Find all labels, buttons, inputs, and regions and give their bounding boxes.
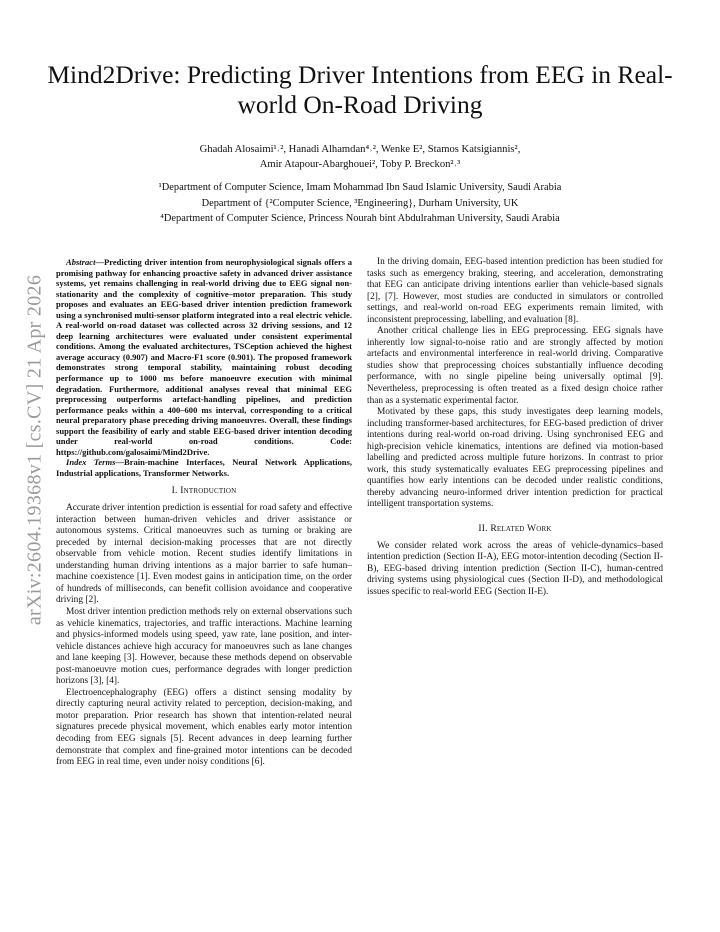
intro-paragraph-1: Accurate driver intention prediction is essential for road safety and effective interaction between human-driven vehicles and driver assistance or autonomous systems. Critical manoeuvres such as turning or braking are preceded by internal decision-making processes that are not directly observable from vehicle motion. Recent studies identify limitations in understanding human driving intentions as a major barrier to safe human–machine coexistence [1]. Even modest gains in anticipation time, on the order of hundreds of milliseconds, can benefit collision avoidance and cooperative driving [2]. (56, 503, 352, 606)
intro-paragraph-5: Another critical challenge lies in EEG preprocessing. EEG signals have inherently low signal-to-noise ratio and are strongly affected by motion artefacts and environmental interference in real-world driving. Comparative studies show that preprocessing choices substantially influence decoding performance, with no single pipeline being universally optimal [9]. Nevertheless, preprocessing is often treated as a fixed design choice rather than as a systematic experimental factor. (367, 326, 663, 406)
paper-title: Mind2Drive: Predicting Driver Intentions from EEG in Real-world On-Road Driving (47, 60, 673, 119)
affiliation-2: Department of {²Computer Science, ³Engineering}, Durham University, UK (201, 197, 519, 209)
section-heading-introduction: I. Introduction (171, 485, 237, 497)
affiliation-3: ⁴Department of Computer Science, Princess Nourah bint Abdulrahman University, Saudi Arabia (160, 213, 560, 224)
index-terms-text: Brain-machine Interfaces, Neural Network Applications, Industrial applications, Transformer Networks. (56, 457, 352, 478)
right-column (367, 257, 663, 598)
related-work-paragraph-1: We consider related work across the areas of vehicle-dynamics–based intention prediction (Section II-A), EEG motor-intention decoding (Section II-B), EEG-based driving intention prediction (Section II-C), human-centred driving systems using physiological cues (Section II-D), and methodological issues specific to real-world EEG (Section II-E). (367, 540, 663, 597)
index-terms (56, 457, 352, 478)
author-list (40, 142, 680, 172)
index-terms-label: Index Terms— (66, 457, 124, 468)
section-heading-related-work: II. Related Work (478, 523, 552, 535)
affiliations (40, 180, 680, 227)
authors-line-2: Amir Atapour-Abarghouei², Toby P. Breckon²˒³ (259, 159, 461, 170)
left-column (56, 257, 352, 769)
arxiv-stamp (20, 260, 50, 640)
intro-paragraph-2: Most driver intention prediction methods rely on external observations such as vehicle kinematics, trajectories, and traffic interactions. Machine learning and physics-informed models using speed, yaw rate, lane position, and inter-vehicle distances achieve high accuracy for manoeuvres such as lane changes and lane keeping [3]. However, because these methods depend on observable post-manoeuvre motion cues, performance degrades with longer prediction horizons [3], [4]. (56, 606, 352, 687)
abstract-text: Predicting driver intention from neurophysiological signals offers a promising pathway for enhancing proactive safety in advanced driver assistance systems, yet remains challenging in real-world driving due to EEG signal non-stationarity and the complexity of cognitive–motor preparation. This study proposes and evaluates an EEG-based driver intention prediction framework using a synchronised multi-sensor platform integrated into a real electric vehicle. A real-world on-road dataset was collected across 32 driving sessions, and 12 deep learning architectures were evaluated under consistent experimental conditions. Among the evaluated architectures, TSCeption achieved the highest average accuracy (0.907) and Macro-F1 score (0.901). The proposed framework demonstrates strong temporal stability, maintaining robust decoding performance up to 1000 ms before manoeuvre execution with minimal degradation. Furthermore, additional analyses reveal that minimal EEG preprocessing outperforms artefact-handling pipelines, and prediction performance peaks within a 400–600 ms interval, corresponding to a critical neural preparatory phase preceding driving manoeuvres. Overall, these findings support the feasibility of early and stable EEG-based driver intention decoding under real-world on-road conditions. Code: https://github.com/galosaimi/Mind2Drive. (56, 257, 352, 457)
abstract (56, 257, 352, 457)
intro-paragraph-3: Electroencephalography (EEG) offers a distinct sensing modality by directly capturing neural activity related to perception, decision-making, and motor preparation. Prior research has shown that intention-related neural signatures precede physical movement, which enables early motor intention decoding from EEG signals [5]. Recent advances in deep learning further demonstrate that complex and fine-grained motor intentions can be decoded from EEG in real time, even under noisy conditions [6]. (56, 687, 352, 768)
intro-paragraph-4: In the driving domain, EEG-based intention prediction has been studied for tasks such as emergency braking, steering, and acceleration, demonstrating that EEG can anticipate driving intentions earlier than vehicle-based signals [2], [7]. However, most studies are conducted in simulators or controlled settings, and real-world on-road EEG experiments remain limited, with inconsistent preprocessing, labelling, and evaluation [8]. (367, 257, 663, 325)
arxiv-identifier: arXiv:2604.19368v1 [cs.CV] 21 Apr 2026 (23, 274, 46, 626)
intro-paragraph-6: Motivated by these gaps, this study investigates deep learning models, including transformer-based architectures, for EEG-based prediction of driver intentions during real-world on-road driving. Using synchronised EEG and high-precision vehicle kinematics, intentions are defined via motion-based labelling and predicted across multiple future horizons. In contrast to prior work, this study systematically evaluates EEG preprocessing pipelines and quantifies how early intentions can be decoded under realistic conditions, thereby advancing neuro-informed driver intention prediction for practical intelligent transportation systems. (367, 407, 663, 510)
authors-line-1: Ghadah Alosaimi¹˒², Hanadi Alhamdan⁴˒², Wenke E², Stamos Katsigiannis², (199, 144, 521, 155)
abstract-label: Abstract— (66, 257, 104, 267)
affiliation-1: ¹Department of Computer Science, Imam Mohammad Ibn Saud Islamic University, Saudi Arabia (158, 182, 562, 193)
